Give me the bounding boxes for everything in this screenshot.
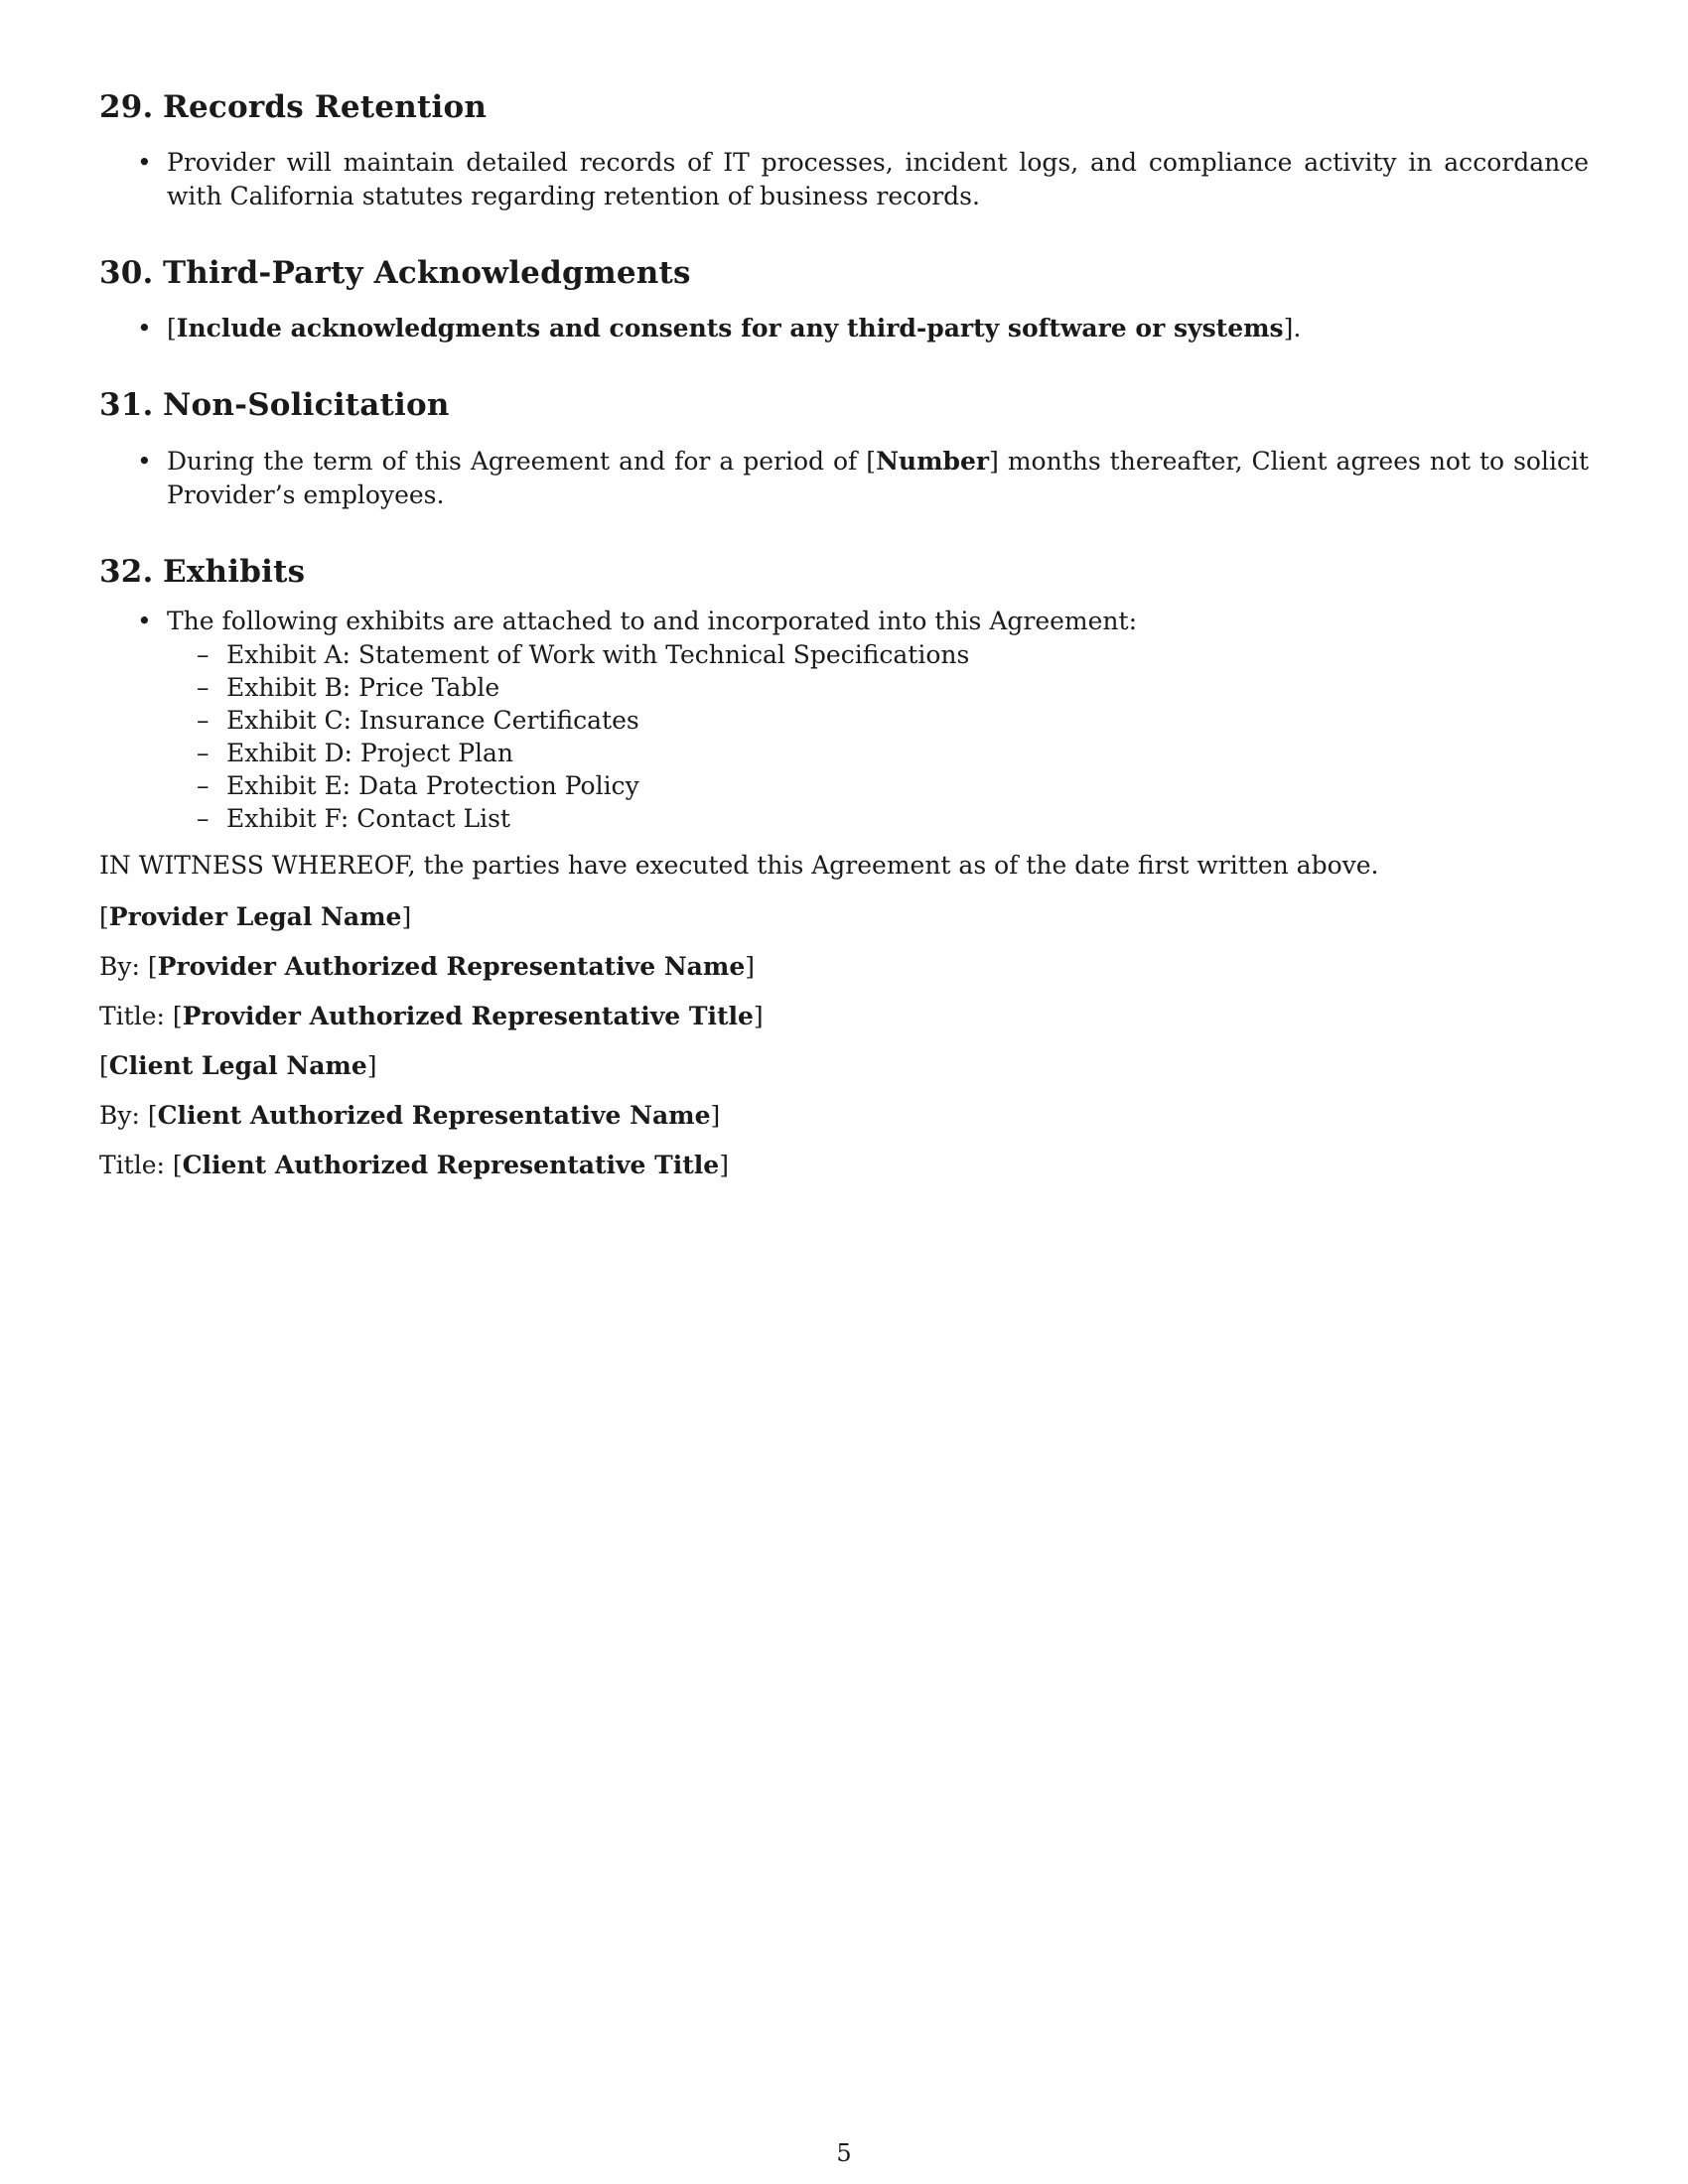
bracket-open: [: [147, 951, 158, 981]
title-label: Title:: [99, 1150, 165, 1179]
section-number: 31.: [99, 387, 154, 424]
list-item: [167, 445, 1589, 512]
section-heading: [99, 554, 1589, 591]
placeholder-text: Number: [876, 446, 990, 476]
bullet-list: [99, 146, 1589, 213]
bracket-open: [: [172, 1001, 183, 1030]
exhibit-item: – Exhibit E: Data Protection Policy: [226, 769, 1589, 802]
section-number: 32.: [99, 553, 154, 590]
page-number: 5: [836, 2139, 852, 2167]
document-page: [99, 89, 1589, 1198]
section-heading: [99, 255, 1589, 292]
placeholder-text: Provider Authorized Representative Title: [182, 1001, 754, 1030]
bracket-open: [: [99, 901, 109, 931]
bullet-list: [99, 605, 1589, 835]
placeholder-text: Include acknowledgments and consents for any third-party software or systems: [176, 314, 1284, 343]
by-label: By:: [99, 1100, 140, 1130]
bullet-text-before: During the term of this Agreement and for a period of [: [167, 446, 877, 476]
section-heading: [99, 387, 1589, 424]
client-legal-name: [99, 1049, 1589, 1083]
bullet-list: [99, 312, 1589, 345]
list-item: [167, 312, 1589, 345]
bracket-open: [: [172, 1150, 183, 1179]
exhibit-item: – Exhibit B: Price Table: [226, 671, 1589, 704]
list-item: • Provider will maintain detailed records of IT processes, incident logs, and compliance activity in accordance with California statutes regarding retention of business records.: [167, 146, 1589, 213]
placeholder-text: Client Authorized Representative Name: [157, 1100, 711, 1130]
placeholder-text: Provider Legal Name: [108, 901, 402, 931]
bullet-text: The following exhibits are attached to and incorporated into this Agreement:: [167, 606, 1138, 635]
by-label: By:: [99, 951, 140, 981]
section-title: Exhibits: [163, 553, 306, 590]
placeholder-text: Client Legal Name: [108, 1050, 367, 1080]
exhibit-item: – Exhibit A: Statement of Work with Technical Specifications: [226, 638, 1589, 671]
provider-legal-name: [99, 900, 1589, 934]
bracket-open: [: [147, 1100, 158, 1130]
client-by-line: [99, 1099, 1589, 1133]
section-heading: [99, 89, 1589, 126]
list-item: [167, 605, 1589, 835]
bracket-close: ]: [710, 1100, 721, 1130]
exhibit-item: – Exhibit F: Contact List: [226, 802, 1589, 835]
bracket-close: ].: [1283, 314, 1302, 343]
exhibit-list: [167, 638, 1589, 835]
exhibit-item: – Exhibit C: Insurance Certificates: [226, 704, 1589, 737]
placeholder-text: Provider Authorized Representative Name: [157, 951, 746, 981]
section-title: Non-Solicitation: [163, 387, 450, 424]
bracket-close: ]: [753, 1001, 764, 1030]
bracket-close: ]: [719, 1150, 729, 1179]
section-number: 30.: [99, 255, 154, 292]
section-title: Third-Party Acknowledgments: [163, 255, 691, 292]
bracket-close: ]: [401, 901, 412, 931]
section-exhibits: [99, 554, 1589, 835]
bracket-close: ]: [745, 951, 755, 981]
bracket-open: [: [99, 1050, 109, 1080]
section-third-party-acknowledgments: [99, 255, 1589, 345]
section-non-solicitation: [99, 387, 1589, 511]
witness-statement: IN WITNESS WHEREOF, the parties have executed this Agreement as of the date first written above.: [99, 850, 1379, 880]
bullet-list: [99, 445, 1589, 512]
bracket-open: [: [167, 314, 177, 343]
client-title-line: [99, 1149, 1589, 1182]
bracket-close: ]: [366, 1050, 377, 1080]
exhibit-item: – Exhibit D: Project Plan: [226, 737, 1589, 769]
bullet-text-after: ] months thereafter, Client agrees not to solicit Provider’s employees.: [167, 446, 1590, 509]
title-label: Title:: [99, 1001, 165, 1030]
placeholder-text: Client Authorized Representative Title: [182, 1150, 720, 1179]
section-title: Records Retention: [163, 89, 488, 125]
provider-by-line: [99, 950, 1589, 984]
section-number: 29.: [99, 89, 154, 125]
provider-title-line: [99, 1000, 1589, 1033]
section-records-retention: [99, 89, 1589, 213]
